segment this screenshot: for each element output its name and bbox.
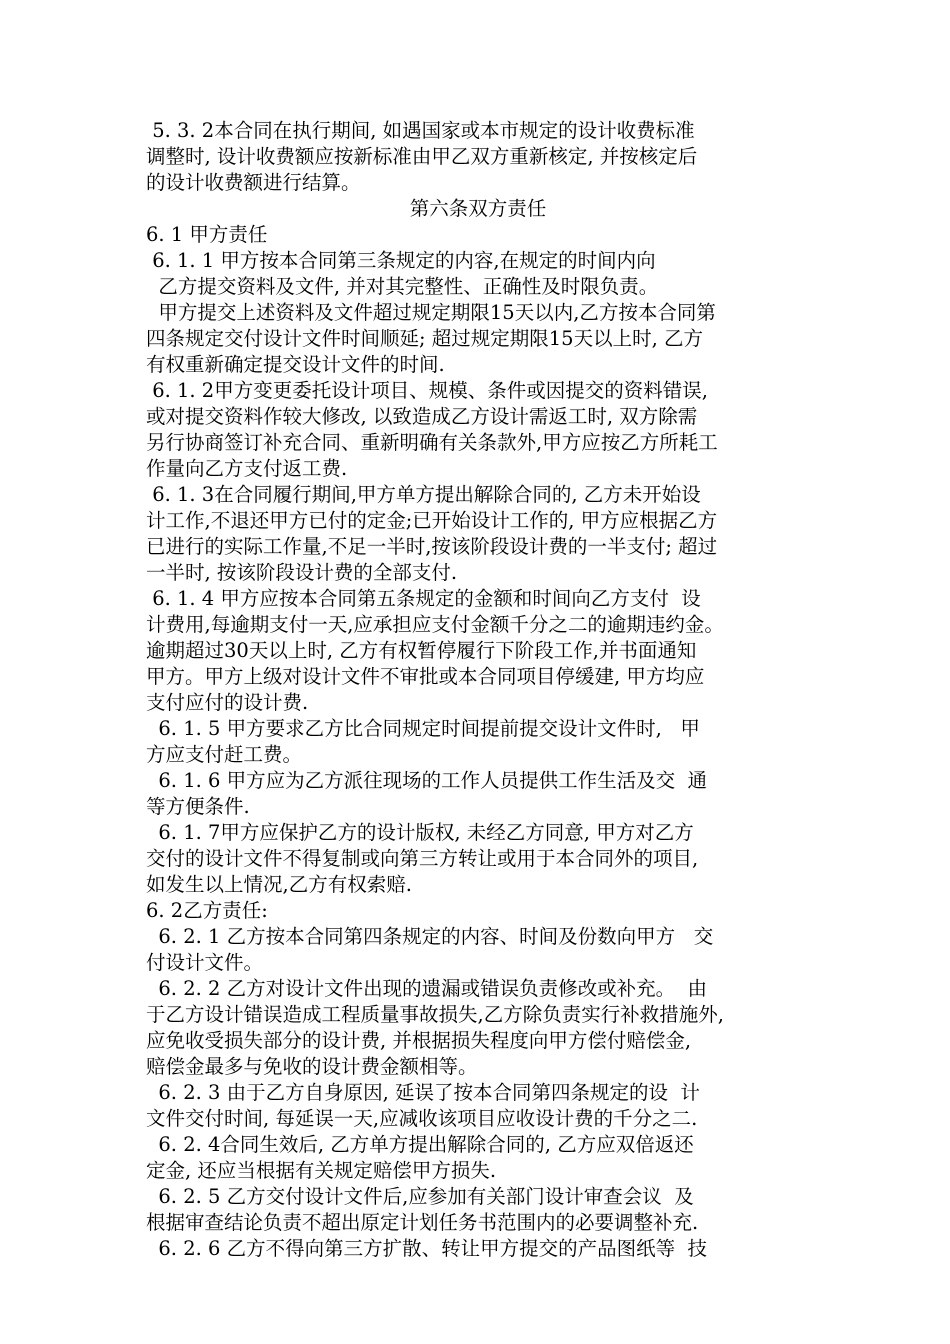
text-line: 或对提交资料作较大修改, 以致造成乙方设计需返工时, 双方除需 [146, 405, 698, 428]
text-line: 乙方提交资料及文件, 并对其完整性、正确性及时限负责。 [146, 275, 659, 298]
text-line: 作量向乙方支付返工费. [146, 457, 348, 480]
text-line: 计工作,不退还甲方已付的定金;已开始设计工作的, 甲方应根据乙方 [146, 509, 718, 532]
section-heading: 第六条双方责任 [409, 197, 547, 220]
text-line: 根据审查结论负责不超出原定计划任务书范围内的必要调整补充. [146, 1211, 699, 1234]
text-line: 计费用,每逾期支付一天,应承担应支付金额千分之二的逾期违约金。 [146, 613, 724, 636]
text-line: 5. 3. 2本合同在执行期间, 如遇国家或本市规定的设计收费标准 [146, 119, 695, 142]
text-line: 交付的设计文件不得复制或向第三方转让或用于本合同外的项目, [146, 847, 699, 870]
text-line: 逾期超过30天以上时, 乙方有权暂停履行下阶段工作,并书面通知 [146, 639, 697, 662]
text-line: 方应支付赶工费。 [146, 743, 303, 766]
text-line: 6. 2. 4合同生效后, 乙方单方提出解除合同的, 乙方应双倍返还 [146, 1133, 694, 1156]
text-line: 6. 2. 6 乙方不得向第三方扩散、转让甲方提交的产品图纸等 技 [146, 1237, 708, 1260]
text-line: 文件交付时间, 每延误一天,应减收该项目应收设计费的千分之二. [146, 1107, 698, 1130]
text-line: 甲方提交上述资料及文件超过规定期限15天以内,乙方按本合同第 [146, 301, 716, 324]
text-line: 另行协商签订补充合同、重新明确有关条款外,甲方应按乙方所耗工 [146, 431, 718, 454]
subsection-heading: 6. 1 甲方责任 [146, 223, 268, 246]
text-line: 有权重新确定提交设计文件的时间. [146, 353, 445, 376]
text-line: 定金, 还应当根据有关规定赔偿甲方损失. [146, 1159, 497, 1182]
text-line: 6. 1. 7甲方应保护乙方的设计版权, 未经乙方同意, 甲方对乙方 [146, 821, 694, 844]
text-line: 一半时, 按该阶段设计费的全部支付. [146, 561, 458, 584]
text-line: 的设计收费额进行结算。 [146, 171, 361, 194]
text-line: 于乙方设计错误造成工程质量事故损失,乙方除负责实行补救措施外, [146, 1003, 724, 1026]
text-line: 已进行的实际工作量,不足一半时,按该阶段设计费的一半支付; 超过 [146, 535, 718, 558]
text-line: 6. 1. 3在合同履行期间,甲方单方提出解除合同的, 乙方未开始设 [146, 483, 701, 506]
document-body [146, 118, 810, 1262]
text-line: 6. 2. 5 乙方交付设计文件后,应参加有关部门设计审查会议 及 [146, 1185, 694, 1208]
text-line: 6. 1. 4 甲方应按本合同第五条规定的金额和时间向乙方支付 设 [146, 587, 701, 610]
text-line: 如发生以上情况,乙方有权索赔. [146, 873, 412, 896]
text-line: 6. 2. 3 由于乙方自身原因, 延误了按本合同第四条规定的设 计 [146, 1081, 700, 1104]
text-line: 6. 1. 5 甲方要求乙方比合同规定时间提前提交设计文件时, 甲 [146, 717, 700, 740]
text-line: 甲方。甲方上级对设计文件不审批或本合同项目停缓建, 甲方均应 [146, 665, 705, 688]
text-line: 6. 1. 2甲方变更委托设计项目、规模、条件或因提交的资料错误, [146, 379, 708, 402]
text-line: 付设计文件。 [146, 951, 264, 974]
text-line: 支付应付的设计费. [146, 691, 309, 714]
text-line: 应免收受损失部分的设计费, 并根据损失程度向甲方偿付赔偿金, [146, 1029, 692, 1052]
subsection-heading: 6. 2乙方责任: [146, 899, 268, 922]
text-line: 6. 1. 1 甲方按本合同第三条规定的内容,在规定的时间内向 [146, 249, 656, 272]
text-line: 6. 2. 1 乙方按本合同第四条规定的内容、时间及份数向甲方 交 [146, 925, 714, 948]
text-line: 6. 1. 6 甲方应为乙方派往现场的工作人员提供工作生活及交 通 [146, 769, 708, 792]
text-line: 四条规定交付设计文件时间顺延; 超过规定期限15天以上时, 乙方 [146, 327, 703, 350]
text-line: 赔偿金最多与免收的设计费金额相等。 [146, 1055, 478, 1078]
text-line: 等方便条件. [146, 795, 250, 818]
text-line: 调整时, 设计收费额应按新标准由甲乙双方重新核定, 并按核定后 [146, 145, 698, 168]
text-line: 6. 2. 2 乙方对设计文件出现的遗漏或错误负责修改或补充。 由 [146, 977, 708, 1000]
